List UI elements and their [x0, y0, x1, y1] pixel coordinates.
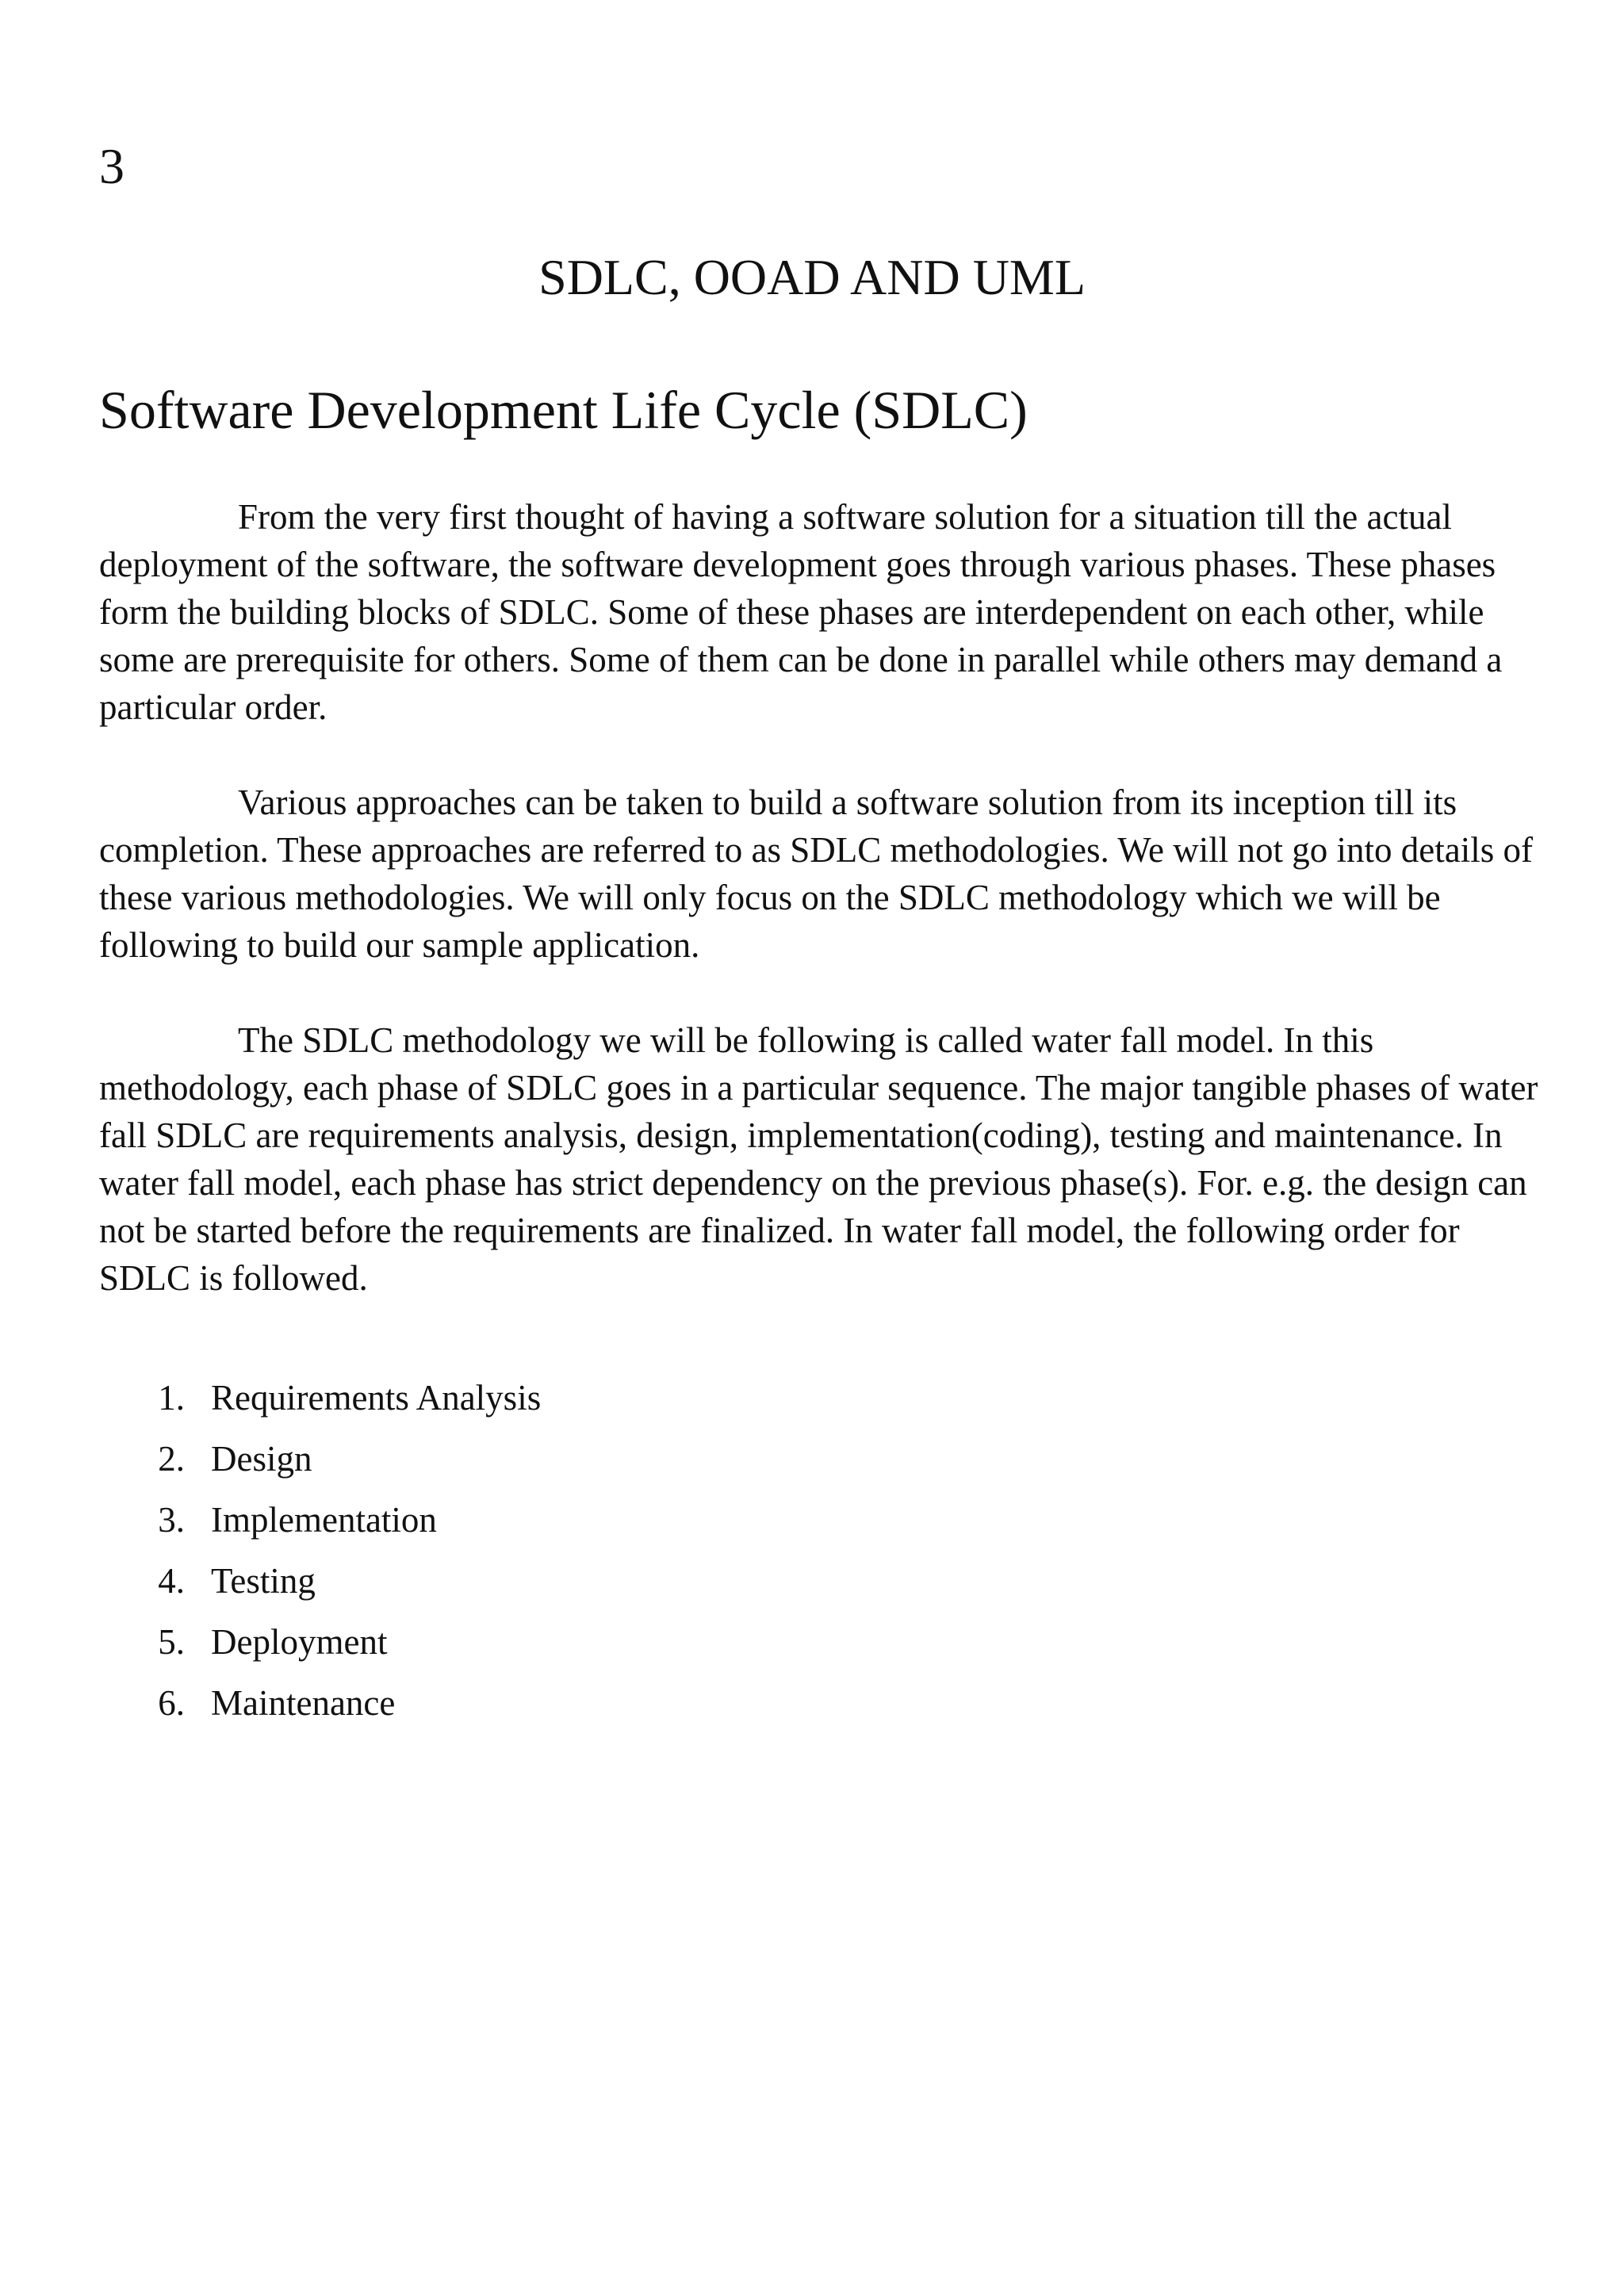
list-item	[99, 1490, 541, 1551]
list-item-label: Maintenance	[211, 1683, 396, 1723]
body-text	[99, 493, 1542, 1349]
list-item-label: Design	[211, 1439, 312, 1479]
list-item-number: 6.	[158, 1683, 185, 1723]
chapter-title: SDLC, OOAD AND UML	[538, 249, 1086, 305]
sdlc-phase-list	[99, 1368, 541, 1734]
list-item-number: 5.	[158, 1622, 185, 1662]
list-item-number: 4.	[158, 1561, 185, 1601]
paragraph-approaches: Various approaches can be taken to build a software solution from its inception till its completion. These approaches are referred to as SDLC methodologies. We will not go into details of these various methodologies. We will only focus on the SDLC methodology which we will be following to build our sample application.	[99, 783, 1533, 965]
paragraph-intro: From the very first thought of having a software solution for a situation till the actual deployment of the software, the software development goes through various phases. These phases form the building blocks of SDLC. Some of these phases are interdependent on each other, while some are prerequisite for others. Some of them can be done in parallel while others may demand a particular order.	[99, 497, 1503, 727]
list-item-number: 2.	[158, 1439, 185, 1479]
list-item	[99, 1429, 541, 1490]
paragraph-waterfall: The SDLC methodology we will be following is called water fall model. In this methodology, each phase of SDLC goes in a particular sequence. The major tangible phases of water fall SDLC are requirements analysis, design, implementation(coding), testing and maintenance. In water fall model, each phase has strict dependency on the previous phase(s). For. e.g. the design can not be started before the requirements are finalized. In water fall model, the following order for SDLC is followed.	[99, 1020, 1538, 1298]
list-item	[99, 1551, 541, 1612]
list-item-number: 1.	[158, 1378, 185, 1418]
list-item-label: Requirements Analysis	[211, 1378, 542, 1418]
list-item-label: Testing	[211, 1561, 316, 1601]
section-heading: Software Development Life Cycle (SDLC)	[99, 380, 1028, 440]
list-item-number: 3.	[158, 1500, 185, 1540]
list-item-label: Deployment	[211, 1622, 388, 1662]
list-item	[99, 1368, 541, 1429]
list-item	[99, 1612, 541, 1673]
list-item	[99, 1673, 541, 1734]
list-item-label: Implementation	[211, 1500, 437, 1540]
chapter-number: 3	[99, 138, 124, 194]
